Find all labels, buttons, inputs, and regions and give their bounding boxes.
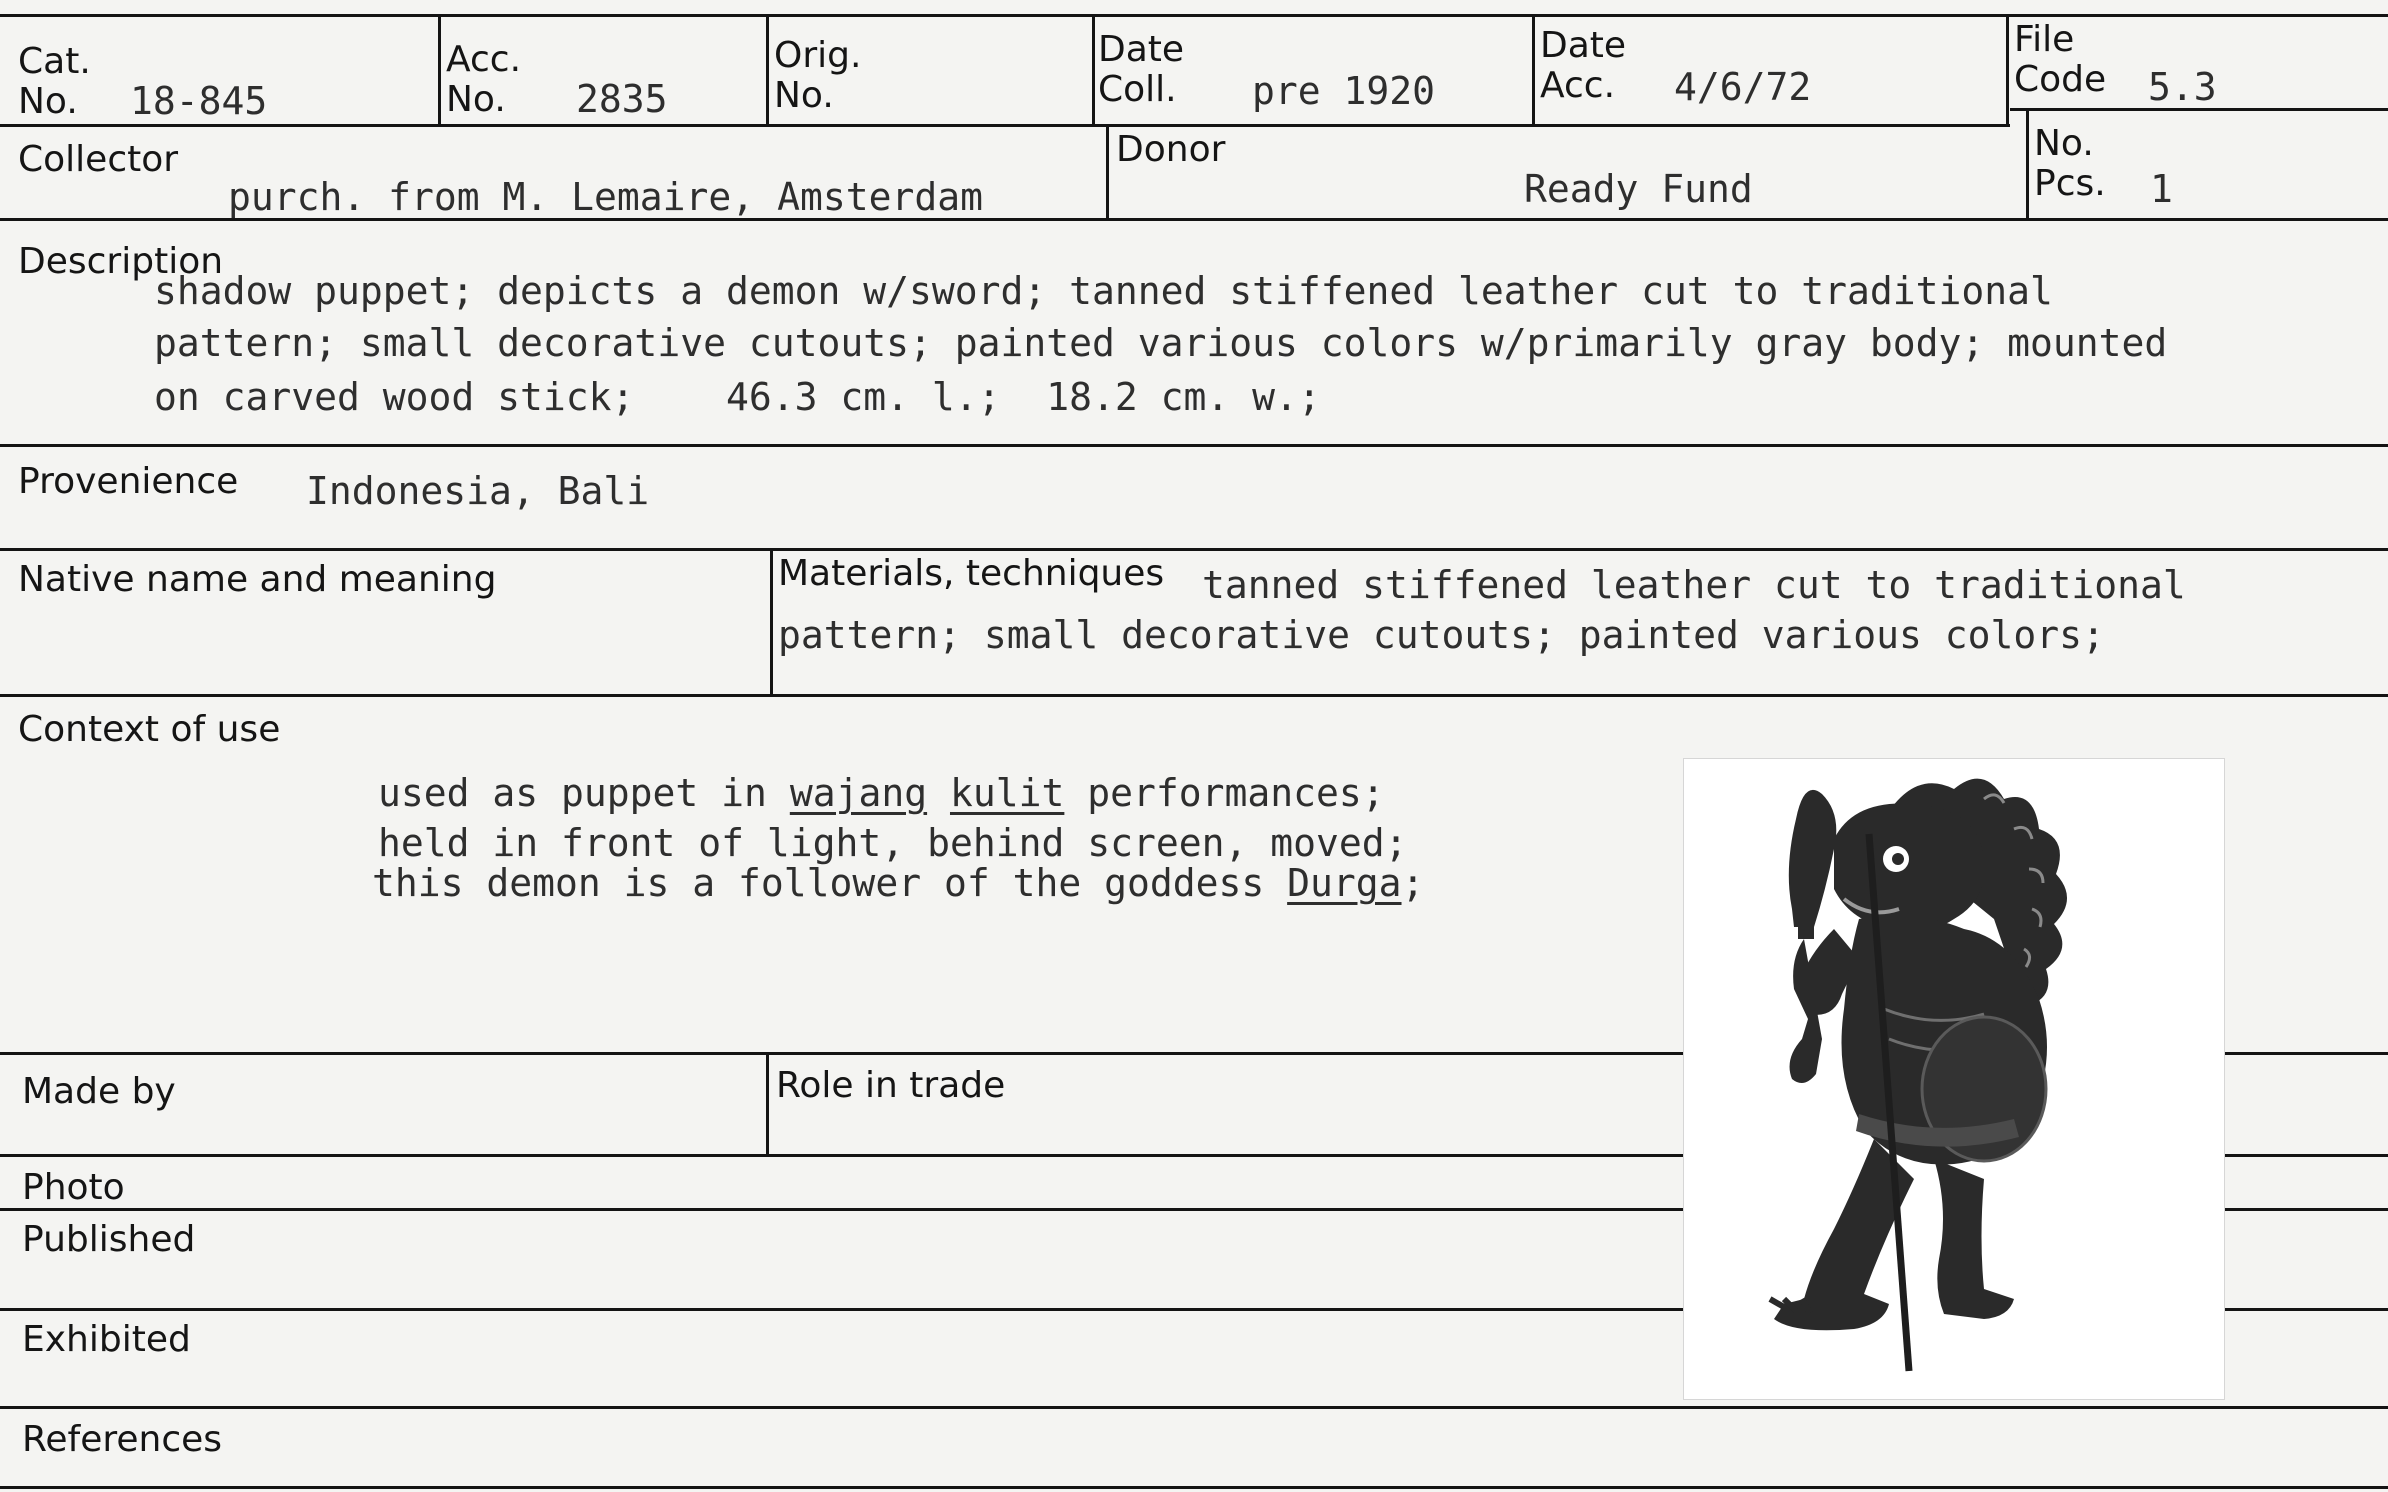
date-coll-value: pre 1920 <box>1252 69 1436 113</box>
term-kulit: kulit <box>949 771 1065 815</box>
divider-dateacc-filecode <box>2006 14 2009 124</box>
divider-datecoll-dateacc <box>1532 14 1535 124</box>
code-label: Code <box>2014 59 2107 100</box>
divider-native-materials <box>770 548 773 694</box>
acc-no-value: 2835 <box>576 77 668 121</box>
cat-no-label: No. <box>18 81 78 122</box>
role-in-trade-label: Role in trade <box>776 1065 1006 1106</box>
context-line-1-space <box>927 771 950 815</box>
divider-cat-acc <box>438 14 441 124</box>
rule-top <box>0 14 2388 17</box>
context-line-1-post: performances; <box>1064 771 1385 815</box>
cat-no-value: 18-845 <box>130 79 268 123</box>
donor-value: Ready Fund <box>1524 167 1753 211</box>
pieces-value: 1 <box>2150 167 2173 211</box>
references-label: References <box>22 1419 223 1460</box>
exhibited-label: Exhibited <box>22 1319 191 1360</box>
acc-label: Acc. <box>446 39 522 80</box>
rule-provenience-bottom <box>0 548 2388 551</box>
rule-bottom <box>0 1486 2388 1489</box>
context-line-3 <box>372 858 1424 908</box>
description-line-1: shadow puppet; depicts a demon w/sword; tanned stiffened leather cut to traditional <box>154 269 2053 313</box>
date-acc-value: 4/6/72 <box>1674 65 1812 109</box>
cat-label: Cat. <box>18 41 91 82</box>
context-line-3-post: ; <box>1401 861 1425 905</box>
context-line-3-pre: this demon is a follower of the goddess <box>372 861 1288 905</box>
published-label: Published <box>22 1219 196 1260</box>
description-line-2: pattern; small decorative cutouts; painted various colors w/primarily gray body; mounted <box>154 321 2168 365</box>
date-coll-label: Date <box>1098 29 1185 70</box>
rule-description-bottom <box>0 444 2388 447</box>
divider-orig-datecoll <box>1092 14 1095 124</box>
photo-label: Photo <box>22 1167 125 1208</box>
donor-label: Donor <box>1116 129 1226 170</box>
term-durga: Durga <box>1287 861 1402 905</box>
collector-value: purch. from M. Lemaire, Amsterdam <box>228 175 983 219</box>
orig-no-label: No. <box>774 75 834 116</box>
file-code-value: 5.3 <box>2148 65 2217 109</box>
file-label: File <box>2014 19 2075 60</box>
context-line-1-pre: used as puppet in <box>378 771 790 815</box>
description-label: Description <box>18 241 224 282</box>
pieces-no-label: No. <box>2034 123 2094 164</box>
divider-donor-pieces <box>2026 108 2029 218</box>
made-by-label: Made by <box>22 1071 176 1112</box>
materials-line-1: tanned stiffened leather cut to traditional <box>1202 563 2186 607</box>
orig-label: Orig. <box>774 35 862 76</box>
materials-label: Materials, techniques <box>778 553 1165 594</box>
rule-row1-bottom-left <box>0 124 2010 127</box>
date-acc-label: Date <box>1540 25 1627 66</box>
rule-exhibited-bottom <box>0 1406 2388 1409</box>
shadow-puppet-demon-photo <box>1684 759 2224 1399</box>
puppet-photo <box>1684 759 2224 1399</box>
materials-line-2: pattern; small decorative cutouts; painted various colors; <box>778 613 2105 657</box>
coll-label: Coll. <box>1098 69 1177 110</box>
acc-no-label: No. <box>446 79 506 120</box>
acc-date-label: Acc. <box>1540 65 1616 106</box>
provenience-value: Indonesia, Bali <box>306 469 650 513</box>
pieces-label: Pcs. <box>2034 163 2106 204</box>
native-name-label: Native name and meaning <box>18 559 497 600</box>
divider-collector-donor <box>1106 124 1109 218</box>
provenience-label: Provenience <box>18 461 239 502</box>
context-line-1 <box>378 768 1385 818</box>
context-label: Context of use <box>18 709 281 750</box>
description-line-3: on carved wood stick; 46.3 cm. l.; 18.2 cm. w.; <box>154 375 1321 419</box>
divider-acc-orig <box>766 14 769 124</box>
context-line-2: held in front of light, behind screen, moved; <box>378 821 1408 865</box>
term-wajang: wajang <box>789 771 928 815</box>
divider-madeby-role <box>766 1052 769 1154</box>
collector-label: Collector <box>18 139 179 180</box>
rule-native-bottom <box>0 694 2388 697</box>
